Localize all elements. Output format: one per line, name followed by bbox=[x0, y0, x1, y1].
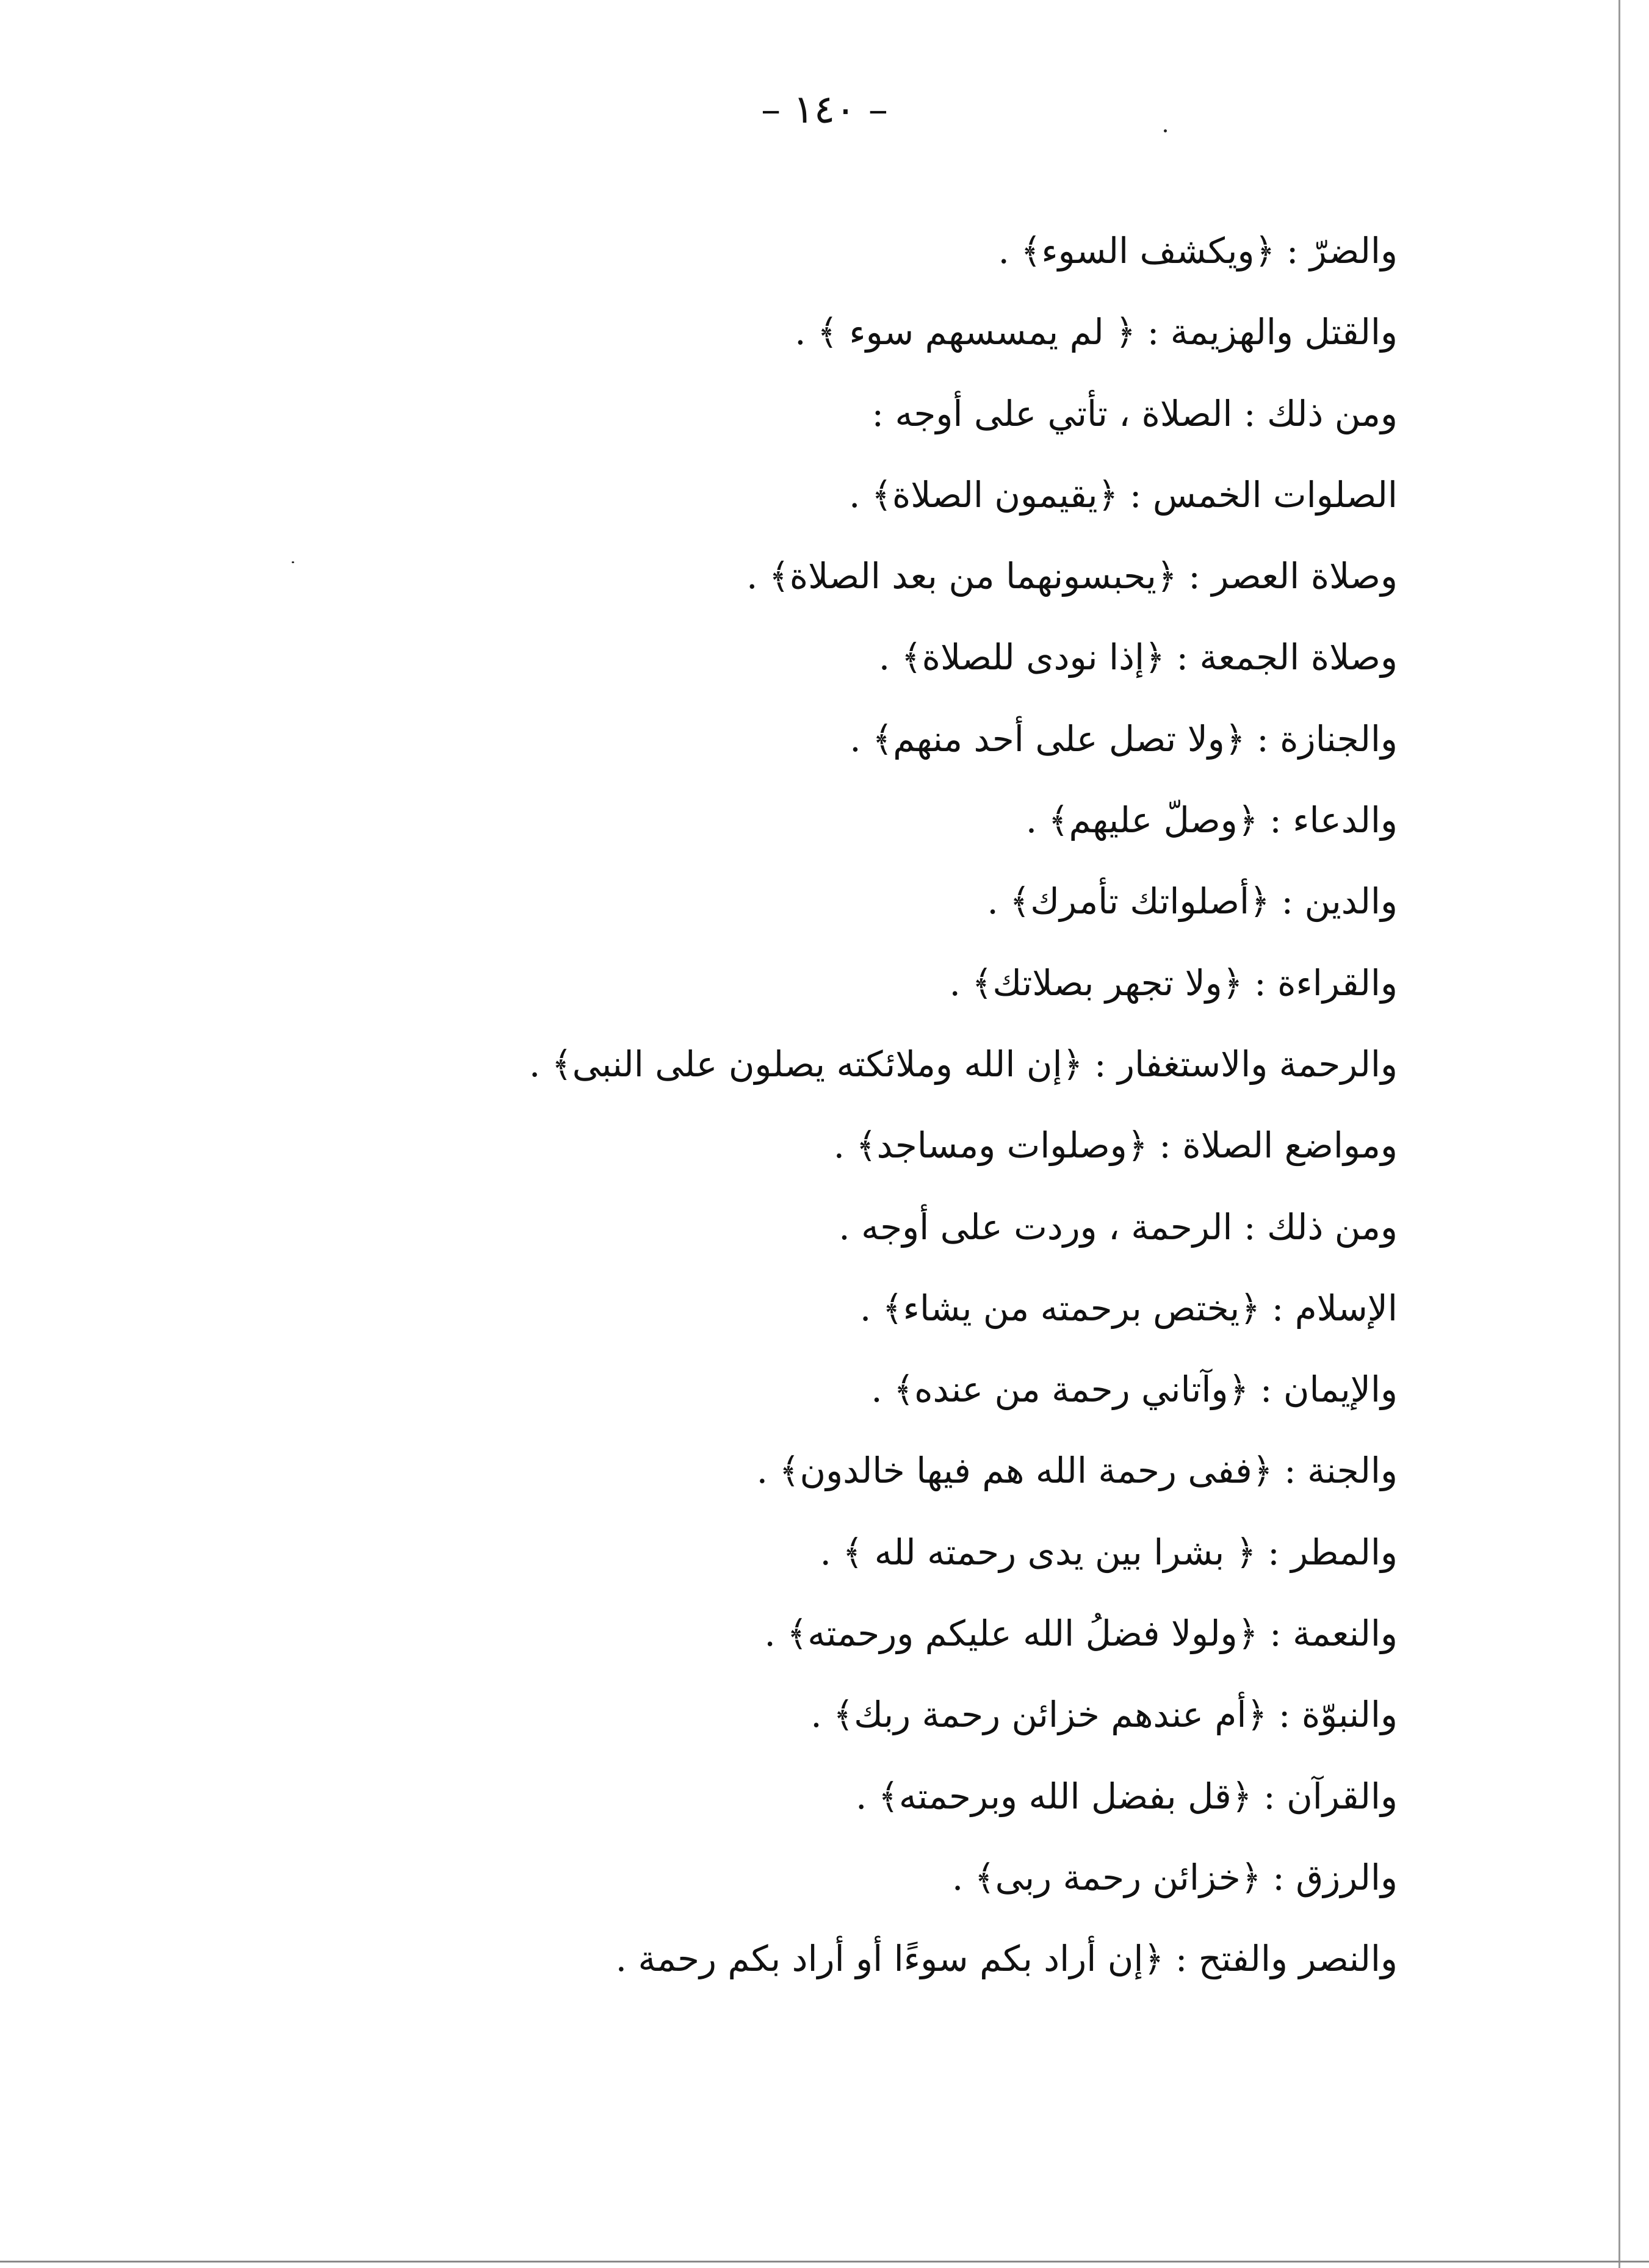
text-line: والضرّ : ﴿ويكشف السوء﴾ . bbox=[998, 230, 1398, 272]
text-line: والإيمان : ﴿وآتاني رحمة من عنده﴾ . bbox=[871, 1369, 1398, 1411]
text-line: ومواضع الصلاة : ﴿وصلوات ومساجد﴾ . bbox=[833, 1125, 1398, 1167]
text-line: والجنازة : ﴿ولا تصل على أحد منهم﴾ . bbox=[850, 718, 1398, 760]
body-text bbox=[360, 211, 1398, 2000]
text-line: وصلاة العصر : ﴿يحبسونهما من بعد الصلاة﴾ . bbox=[746, 555, 1398, 597]
text-line: والدين : ﴿أصلواتك تأمرك﴾ . bbox=[987, 880, 1398, 923]
text-line: ومن ذلك : الرحمة ، وردت على أوجه . bbox=[839, 1206, 1398, 1248]
text-line: والنعمة : ﴿ولولا فضلُ الله عليكم ورحمته﴾ . bbox=[764, 1613, 1398, 1655]
text-line: الصلوات الخمس : ﴿يقيمون الصلاة﴾ . bbox=[849, 473, 1398, 516]
text-line: والرزق : ﴿خزائن رحمة ربى﴾ . bbox=[951, 1856, 1398, 1898]
text-line: والنبوّة : ﴿أم عندهم خزائن رحمة ربك﴾ . bbox=[810, 1694, 1398, 1736]
text-line: ومن ذلك : الصلاة ، تأتي على أوجه : bbox=[871, 392, 1398, 434]
text-line: والرحمة والاستغفار : ﴿إن الله وملائكته يصلون على النبى﴾ . bbox=[529, 1043, 1398, 1085]
text-line: والنصر والفتح : ﴿إن أراد بكم سوءًا أو أراد بكم رحمة . bbox=[615, 1938, 1398, 1980]
page-number: – ١٤٠ – bbox=[761, 87, 888, 132]
text-line: والجنة : ﴿ففى رحمة الله هم فيها خالدون﴾ . bbox=[756, 1450, 1398, 1492]
page-edge-line bbox=[1618, 0, 1620, 2268]
text-line: والمطر : ﴿ بشرا بين يدى رحمته لله ﴾ . bbox=[820, 1531, 1398, 1573]
scan-speck bbox=[1164, 129, 1167, 132]
text-line: وصلاة الجمعة : ﴿إذا نودى للصلاة﴾ . bbox=[878, 636, 1398, 679]
bottom-rule bbox=[0, 2261, 1649, 2263]
scan-speck bbox=[292, 561, 294, 563]
text-line: والقراءة : ﴿ولا تجهر بصلاتك﴾ . bbox=[949, 962, 1398, 1004]
text-line: والدعاء : ﴿وصلّ عليهم﴾ . bbox=[1025, 799, 1398, 841]
text-line: والقتل والهزيمة : ﴿ لم يمسسهم سوء ﴾ . bbox=[795, 311, 1398, 353]
text-line: والقرآن : ﴿قل بفضل الله وبرحمته﴾ . bbox=[856, 1775, 1398, 1817]
text-line: الإسلام : ﴿يختص برحمته من يشاء﴾ . bbox=[859, 1287, 1398, 1329]
